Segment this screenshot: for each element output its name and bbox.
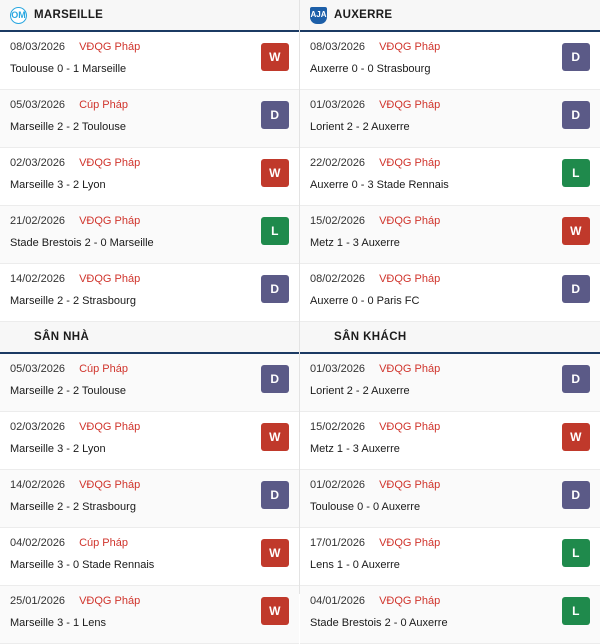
match-date: 21/02/2026 [10, 215, 66, 227]
match-competition: VĐQG Pháp [379, 479, 441, 491]
match-competition: VĐQG Pháp [79, 273, 141, 285]
section-title-away: SÂN KHÁCH [334, 331, 407, 343]
result-badge: D [261, 365, 289, 393]
match-date: 04/01/2026 [310, 595, 366, 607]
match-row[interactable] [0, 148, 299, 206]
match-competition: VĐQG Pháp [379, 363, 441, 375]
match-competition: VĐQG Pháp [379, 157, 441, 169]
match-date: 01/03/2026 [310, 363, 366, 375]
match-date: 15/02/2026 [310, 421, 366, 433]
match-competition: VĐQG Pháp [79, 215, 141, 227]
match-competition: VĐQG Pháp [379, 41, 441, 53]
result-badge: W [261, 597, 289, 625]
match-competition: VĐQG Pháp [79, 479, 141, 491]
match-fixture: Stade Brestois 2 - 0 Marseille [10, 237, 154, 249]
result-badge: W [562, 217, 590, 245]
match-row[interactable] [300, 148, 600, 206]
auxerre-away-matches [300, 354, 600, 644]
result-badge: D [261, 481, 289, 509]
match-fixture: Stade Brestois 2 - 0 Auxerre [310, 617, 448, 629]
away-section-icon [310, 329, 327, 346]
match-date: 01/03/2026 [310, 99, 366, 111]
match-date: 08/03/2026 [310, 41, 366, 53]
match-fixture: Auxerre 0 - 3 Stade Rennais [310, 179, 449, 191]
match-row[interactable] [0, 412, 299, 470]
match-date: 17/01/2026 [310, 537, 366, 549]
match-date: 15/02/2026 [310, 215, 366, 227]
result-badge: W [261, 159, 289, 187]
match-row[interactable] [0, 354, 299, 412]
match-competition: VĐQG Pháp [379, 99, 441, 111]
match-date: 22/02/2026 [310, 157, 366, 169]
result-badge: W [261, 423, 289, 451]
match-date: 02/03/2026 [10, 421, 66, 433]
match-row[interactable] [0, 90, 299, 148]
match-fixture: Metz 1 - 3 Auxerre [310, 237, 400, 249]
match-row[interactable] [0, 470, 299, 528]
team-name-marseille: MARSEILLE [34, 9, 104, 21]
match-row[interactable] [0, 206, 299, 264]
marseille-home-matches [0, 354, 299, 644]
match-fixture: Toulouse 0 - 0 Auxerre [310, 501, 421, 513]
match-competition: VĐQG Pháp [79, 421, 141, 433]
match-fixture: Marseille 2 - 2 Strasbourg [10, 295, 136, 307]
home-section-icon [10, 329, 27, 346]
match-date: 14/02/2026 [10, 479, 66, 491]
result-badge: D [562, 481, 590, 509]
match-date: 25/01/2026 [10, 595, 66, 607]
match-competition: Cúp Pháp [79, 363, 128, 375]
match-fixture: Lorient 2 - 2 Auxerre [310, 121, 410, 133]
match-fixture: Metz 1 - 3 Auxerre [310, 443, 400, 455]
match-row[interactable] [300, 470, 600, 528]
match-row[interactable] [300, 586, 600, 644]
section-header-away [300, 322, 600, 354]
match-row[interactable] [300, 412, 600, 470]
result-badge: W [261, 539, 289, 567]
team-header-marseille [0, 0, 299, 32]
result-badge: L [562, 597, 590, 625]
auxerre-crest-icon [310, 7, 327, 24]
match-fixture: Marseille 2 - 2 Strasbourg [10, 501, 136, 513]
result-badge: D [261, 275, 289, 303]
match-fixture: Auxerre 0 - 0 Paris FC [310, 295, 420, 307]
match-row[interactable] [300, 354, 600, 412]
match-row[interactable] [300, 90, 600, 148]
match-fixture: Lens 1 - 0 Auxerre [310, 559, 400, 571]
result-badge: L [562, 159, 590, 187]
match-competition: VĐQG Pháp [79, 595, 141, 607]
match-row[interactable] [300, 528, 600, 586]
match-competition: VĐQG Pháp [379, 595, 441, 607]
match-competition: VĐQG Pháp [379, 421, 441, 433]
match-fixture: Marseille 3 - 0 Stade Rennais [10, 559, 155, 571]
match-row[interactable] [0, 264, 299, 322]
result-badge: W [261, 43, 289, 71]
marseille-recent-matches [0, 32, 299, 322]
match-fixture: Marseille 3 - 2 Lyon [10, 179, 106, 191]
match-fixture: Marseille 3 - 2 Lyon [10, 443, 106, 455]
match-date: 04/02/2026 [10, 537, 66, 549]
match-date: 05/03/2026 [10, 363, 66, 375]
match-competition: VĐQG Pháp [79, 41, 141, 53]
section-header-home [0, 322, 299, 354]
match-fixture: Marseille 2 - 2 Toulouse [10, 385, 126, 397]
match-date: 05/03/2026 [10, 99, 66, 111]
match-date: 08/03/2026 [10, 41, 66, 53]
match-row[interactable] [300, 206, 600, 264]
match-fixture: Marseille 3 - 1 Lens [10, 617, 106, 629]
result-badge: L [261, 217, 289, 245]
away-team-column [300, 0, 600, 629]
match-fixture: Auxerre 0 - 0 Strasbourg [310, 63, 431, 75]
match-date: 08/02/2026 [310, 273, 366, 285]
match-fixture: Marseille 2 - 2 Toulouse [10, 121, 126, 133]
team-name-auxerre: AUXERRE [334, 9, 393, 21]
marseille-crest-label: OM [11, 9, 26, 20]
match-competition: VĐQG Pháp [379, 537, 441, 549]
result-badge: W [562, 423, 590, 451]
result-badge: D [261, 101, 289, 129]
auxerre-recent-matches [300, 32, 600, 322]
match-competition: VĐQG Pháp [379, 215, 441, 227]
match-competition: Cúp Pháp [79, 99, 128, 111]
marseille-crest-icon [10, 7, 27, 24]
auxerre-crest-label: AJA [310, 10, 327, 19]
result-badge: D [562, 43, 590, 71]
section-title-home: SÂN NHÀ [34, 331, 90, 343]
match-date: 02/03/2026 [10, 157, 66, 169]
result-badge: D [562, 365, 590, 393]
result-badge: D [562, 275, 590, 303]
match-date: 14/02/2026 [10, 273, 66, 285]
match-row[interactable] [300, 264, 600, 322]
result-badge: L [562, 539, 590, 567]
match-fixture: Toulouse 0 - 1 Marseille [10, 63, 127, 75]
match-fixture: Lorient 2 - 2 Auxerre [310, 385, 410, 397]
match-row[interactable] [0, 32, 299, 90]
match-row[interactable] [300, 32, 600, 90]
match-row[interactable] [0, 528, 299, 586]
match-competition: VĐQG Pháp [379, 273, 441, 285]
home-team-column [0, 0, 300, 629]
match-competition: VĐQG Pháp [79, 157, 141, 169]
result-badge: D [562, 101, 590, 129]
match-row[interactable] [0, 586, 299, 644]
team-header-auxerre [300, 0, 600, 32]
match-date: 01/02/2026 [310, 479, 366, 491]
match-competition: Cúp Pháp [79, 537, 128, 549]
